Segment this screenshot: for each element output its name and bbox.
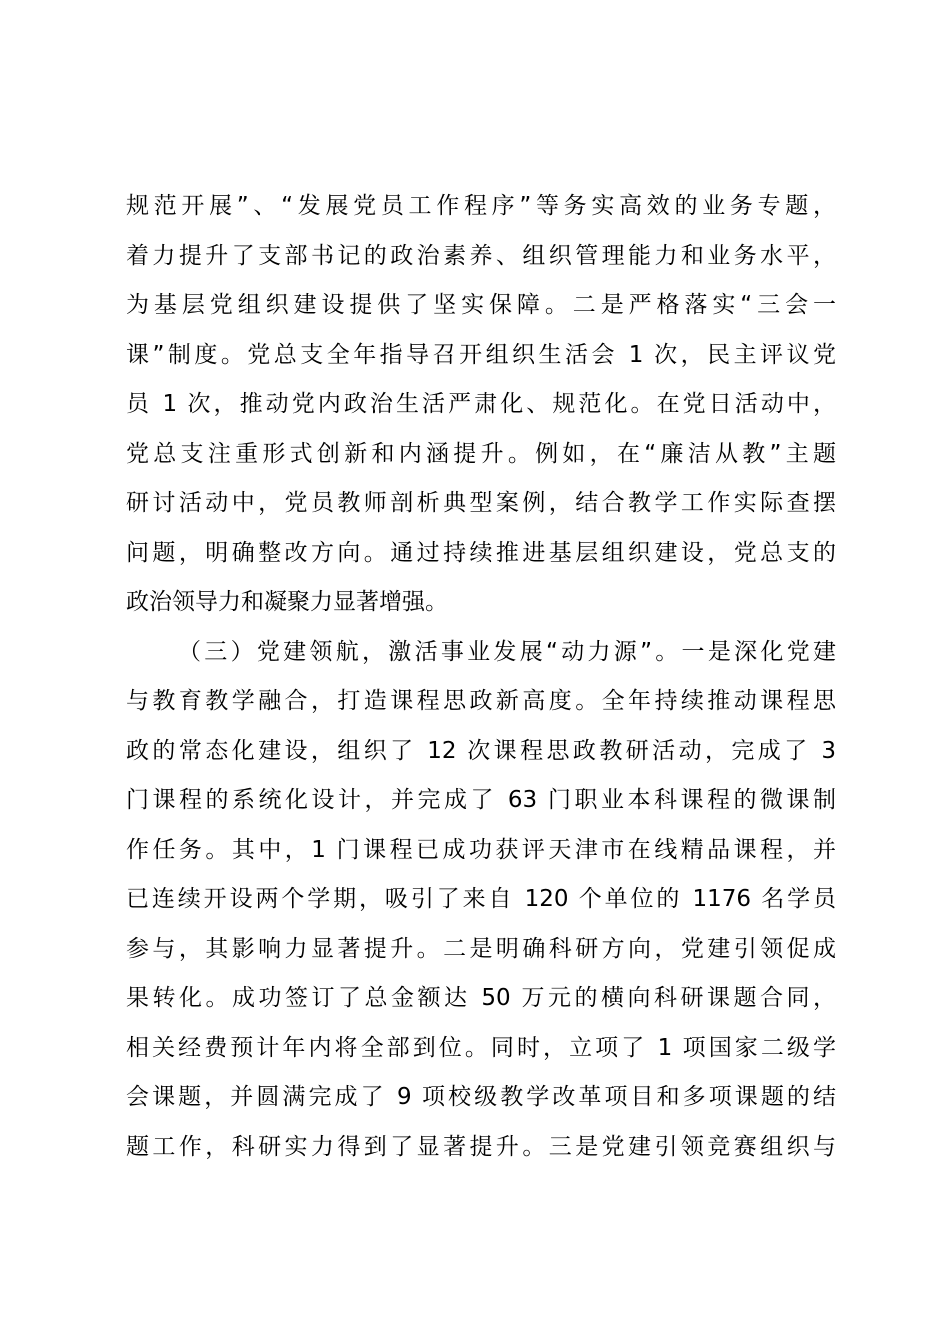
text-line: 会课题，并圆满完成了 9 项校级教学改革项目和多项课题的结: [126, 1084, 836, 1110]
text-line: 课”制度。党总支全年指导召开组织生活会 1 次，民主评议党: [126, 341, 836, 368]
text-line: 题工作，科研实力得到了显著提升。三是党建引领竞赛组织与: [126, 1133, 836, 1160]
text-line: 员 1 次，推动党内政治生活严肃化、规范化。在党日活动中，: [126, 391, 836, 417]
text-line: 相关经费预计年内将全部到位。同时，立项了 1 项国家二级学: [126, 1034, 836, 1061]
text-line: 果转化。成功签订了总金额达 50 万元的横向科研课题合同，: [126, 985, 836, 1011]
section-heading-line: （三）党建领航，激活事业发展“动力源”。一是深化党建: [178, 638, 836, 665]
text-line: 党总支注重形式创新和内涵提升。例如，在“廉洁从教”主题: [126, 440, 836, 467]
text-line: 问题，明确整改方向。通过持续推进基层组织建设，党总支的: [126, 539, 836, 566]
text-line: 着力提升了支部书记的政治素养、组织管理能力和业务水平，: [126, 242, 836, 269]
body-text: [126, 182, 836, 1172]
text-line: 作任务。其中，1 门课程已成功获评天津市在线精品课程，并: [126, 836, 836, 863]
text-line: 研讨活动中，党员教师剖析典型案例，结合教学工作实际查摆: [126, 490, 836, 516]
text-line: 已连续开设两个学期，吸引了来自 120 个单位的 1176 名学员: [126, 886, 836, 912]
text-line: 政治领导力和凝聚力显著增强。: [126, 589, 448, 615]
text-line: 规范开展”、“发展党员工作程序”等务实高效的业务专题，: [126, 193, 836, 219]
text-line: 参与，其影响力显著提升。二是明确科研方向，党建引领促成: [126, 935, 836, 962]
text-line: 门课程的系统化设计，并完成了 63 门职业本科课程的微课制: [126, 787, 836, 813]
text-line: 政的常态化建设，组织了 12 次课程思政教研活动，完成了 3: [126, 737, 836, 764]
text-line: 为基层党组织建设提供了坚实保障。二是严格落实“三会一: [126, 292, 836, 318]
text-line: 与教育教学融合，打造课程思政新高度。全年持续推动课程思: [126, 688, 836, 714]
